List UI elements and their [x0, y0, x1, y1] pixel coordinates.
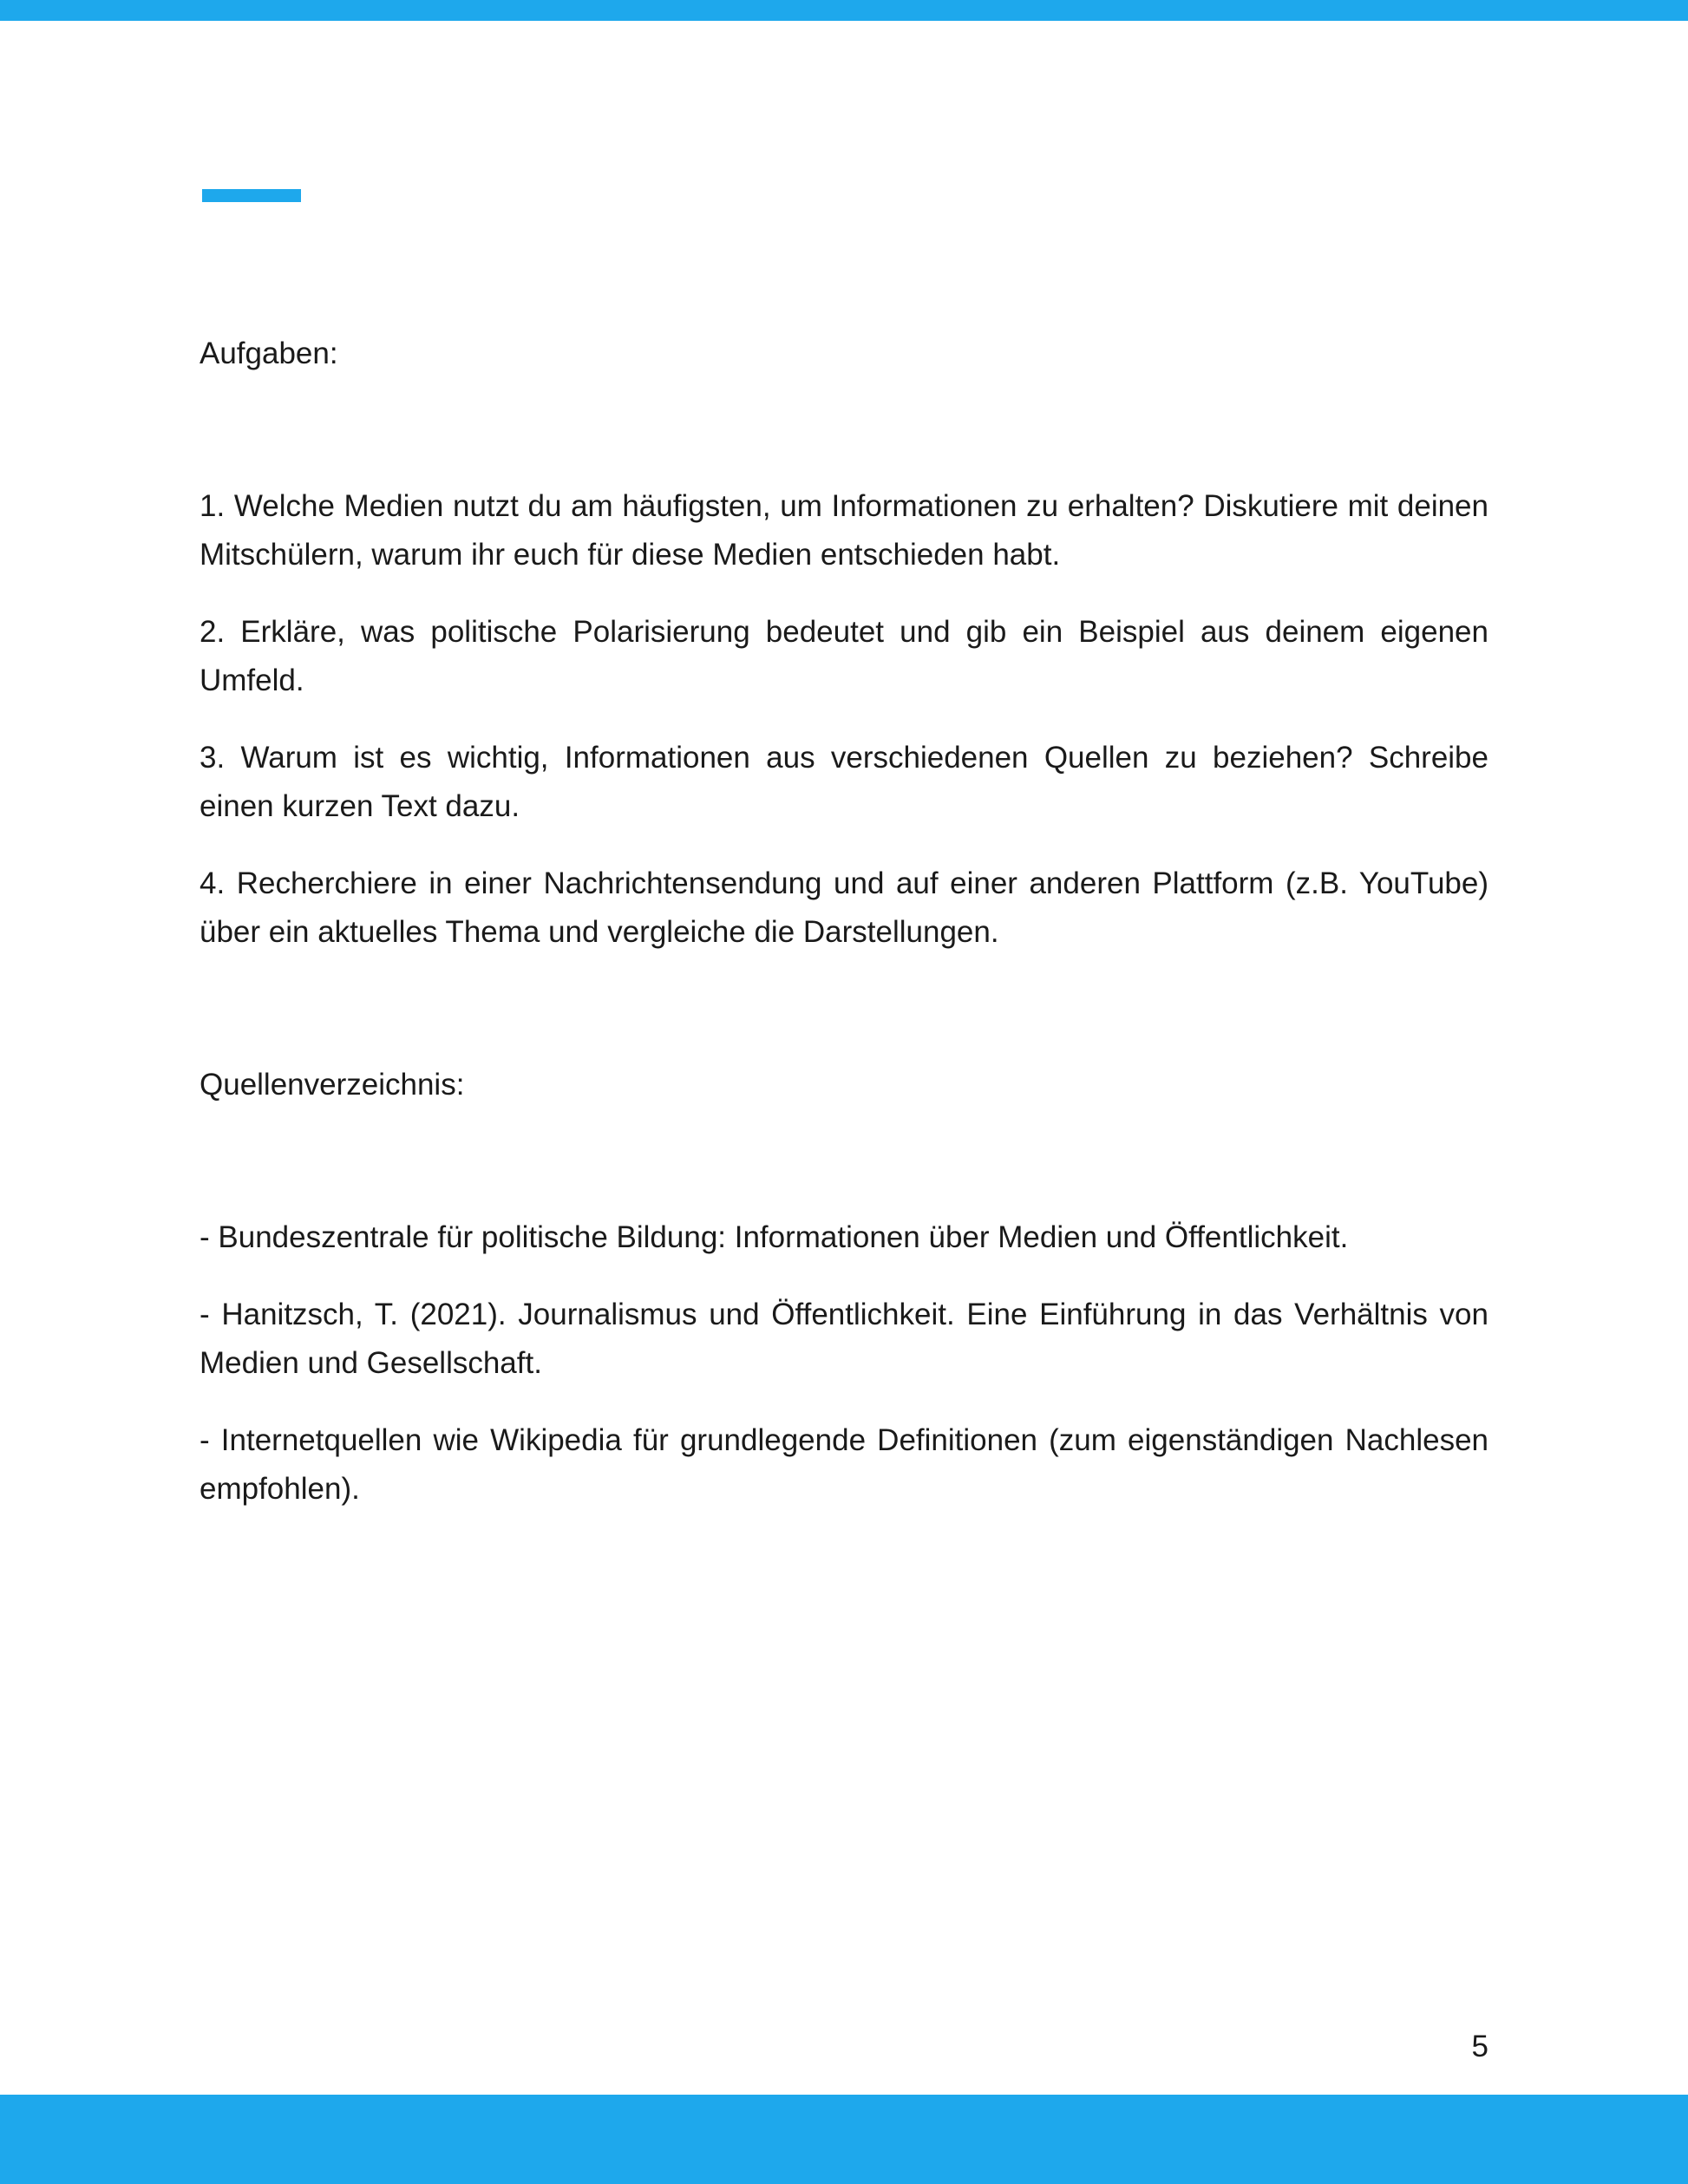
tasks-heading: Aufgaben:	[200, 337, 338, 370]
task-item: 3. Warum ist es wichtig, Informationen aus verschiedenen Quellen zu beziehen? Schreibe einen kurzen Text dazu.	[200, 741, 1488, 823]
accent-dash	[202, 189, 301, 202]
tasks-list	[200, 482, 1488, 957]
task-item: 1. Welche Medien nutzt du am häufigsten, um Informationen zu erhalten? Diskutiere mit deinen Mitschülern, warum ihr euch für diese Medien entschieden habt.	[200, 489, 1488, 572]
task-item: 4. Recherchiere in einer Nachrichtensendung und auf einer anderen Plattform (z.B. YouTube) über ein aktuelles Thema und vergleiche die Darstellungen.	[200, 866, 1488, 949]
source-item: - Internetquellen wie Wikipedia für grundlegende Definitionen (zum eigenständigen Nachlesen empfohlen).	[200, 1423, 1488, 1506]
page-content	[200, 330, 1488, 1542]
top-accent-bar	[0, 0, 1688, 21]
source-item: - Hanitzsch, T. (2021). Journalismus und Öffentlichkeit. Eine Einführung in das Verhältnis von Medien und Gesellschaft.	[200, 1298, 1488, 1380]
sources-list	[200, 1213, 1488, 1514]
bottom-accent-bar	[0, 2095, 1688, 2184]
source-item: - Bundeszentrale für politische Bildung: Informationen über Medien und Öffentlichkeit.	[200, 1220, 1349, 1254]
sources-heading: Quellenverzeichnis:	[200, 1068, 465, 1102]
page-number: 5	[1471, 2030, 1488, 2063]
task-item: 2. Erkläre, was politische Polarisierung bedeutet und gib ein Beispiel aus deinem eigenen Umfeld.	[200, 615, 1488, 697]
